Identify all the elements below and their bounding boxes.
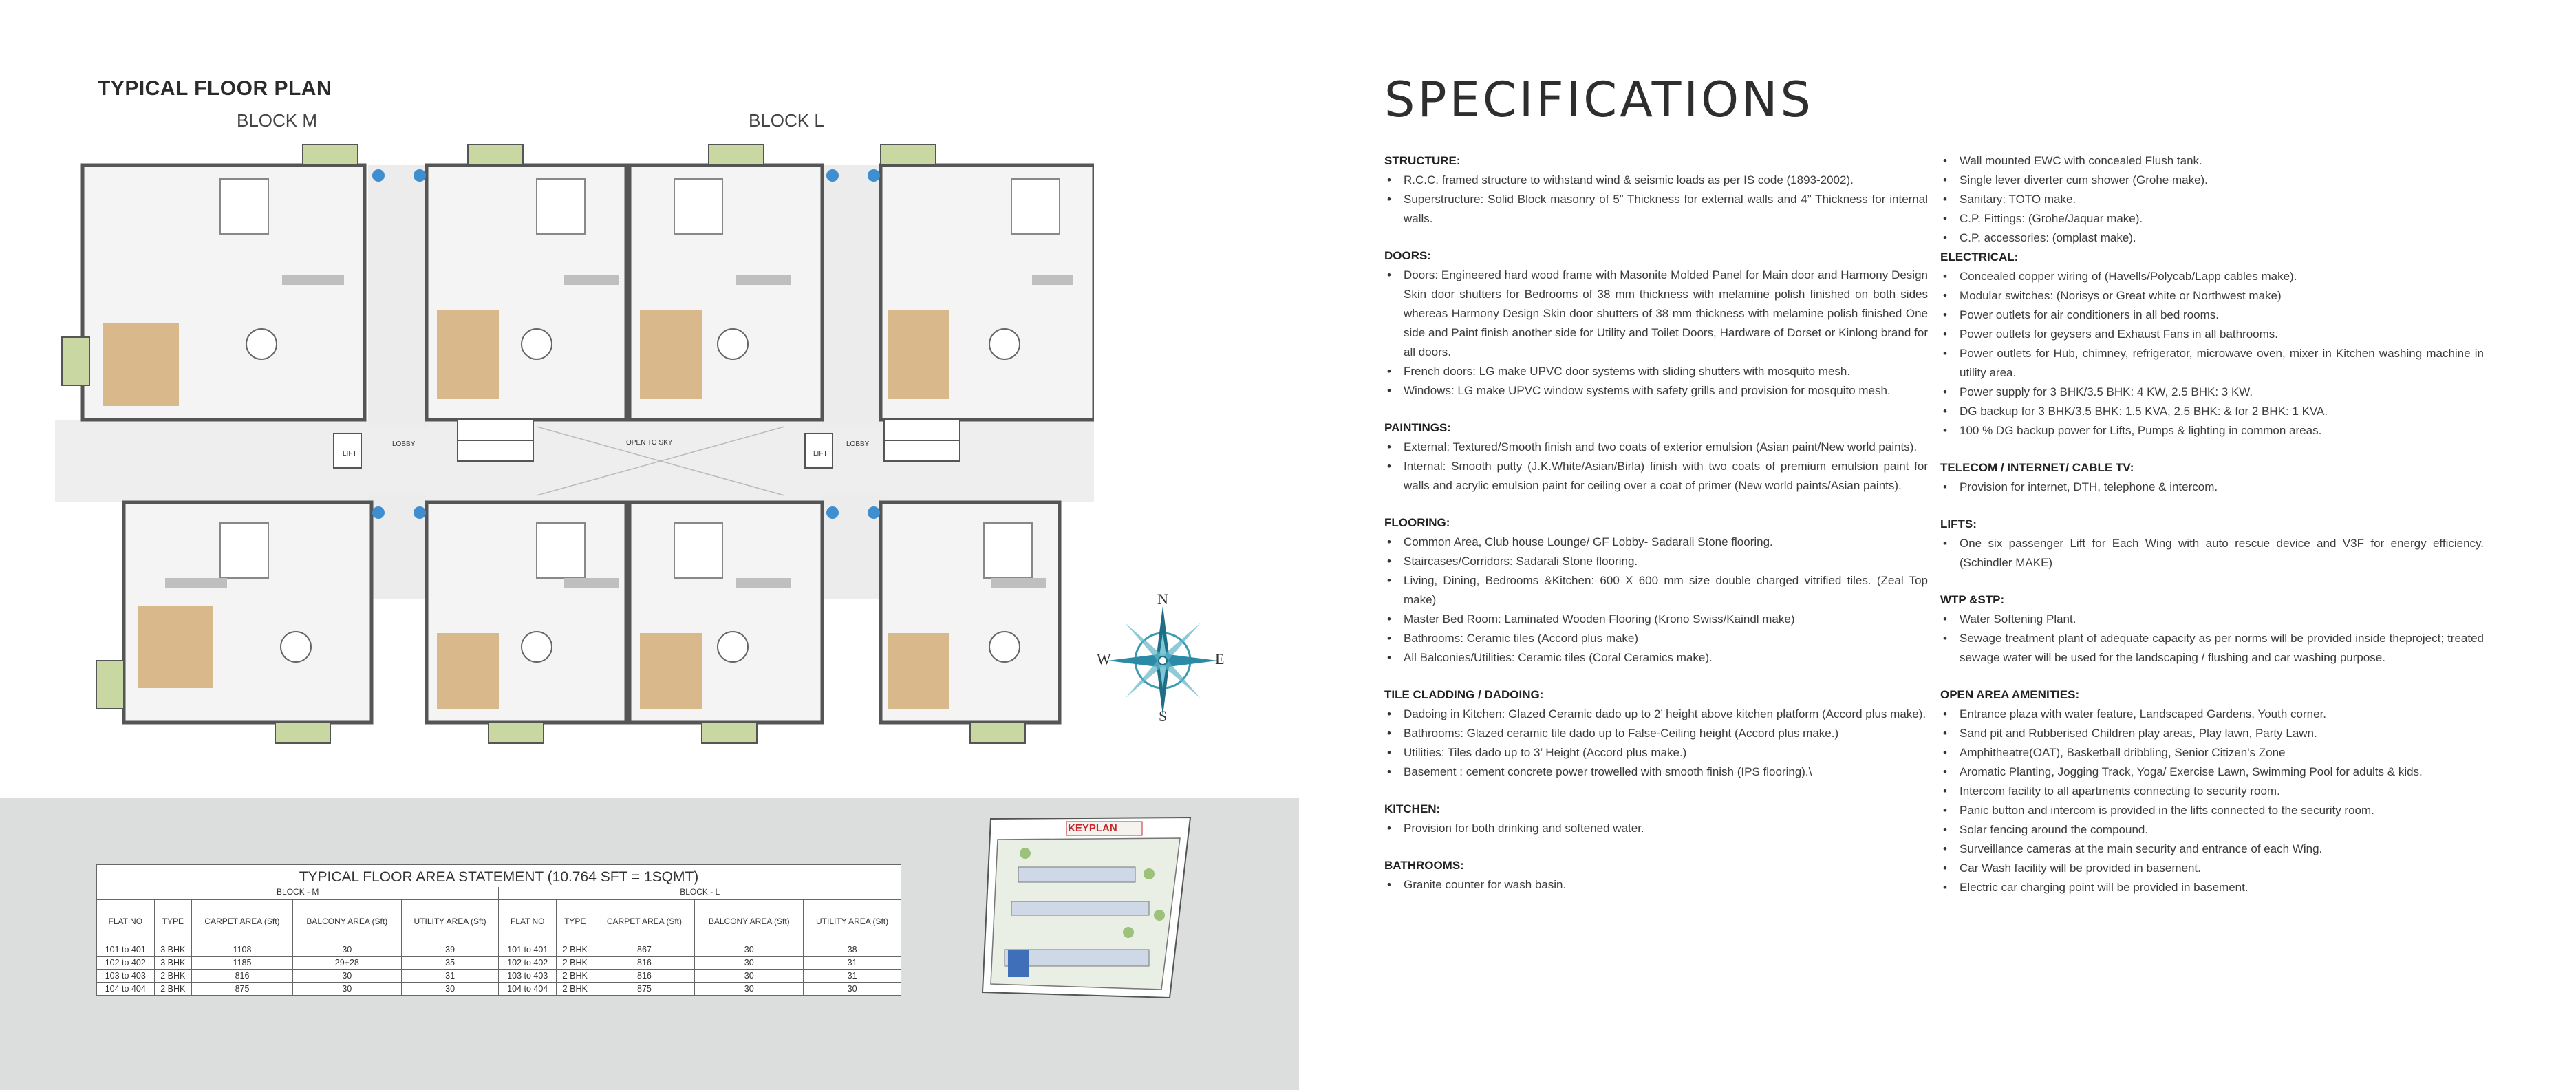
area-statement-table [96, 864, 901, 996]
column-header: FLAT NO [499, 900, 557, 943]
spec-item: • All Balconies/Utilities: Ceramic tiles (Coral Ceramics make). [1384, 648, 1928, 667]
spec-item: • Aromatic Planting, Jogging Track, Yoga/ Exercise Lawn, Swimming Pool for adults & kids. [1940, 762, 2484, 782]
lift-label-l: LIFT [813, 450, 828, 458]
spec-item: • Internal: Smooth putty (J.K.White/Asian/Birla) finish with two coats of premium emulsion paint for walls and acrylic emulsion paint for ceiling over a coat of primer (New world paints/Asian paints). [1384, 457, 1928, 495]
table-cell: 875 [594, 983, 695, 996]
spec-item: • Single lever diverter cum shower (Grohe make). [1940, 171, 2484, 190]
table-cell: 1185 [192, 957, 293, 970]
block-m-header: BLOCK - M [97, 887, 499, 900]
spec-item: • C.P. Fittings: (Grohe/Jaquar make). [1940, 209, 2484, 228]
keyplan-title: KEYPLAN [1068, 822, 1117, 834]
spec-heading: BATHROOMS: [1384, 859, 1464, 872]
table-cell: 101 to 401 [97, 943, 155, 957]
spec-item: • Superstructure: Solid Block masonry of 5” Thickness for external walls and 4” Thickness for internal walls. [1384, 190, 1928, 228]
spec-item: • C.P. accessories: (omplast make). [1940, 228, 2484, 248]
spec-item: • Entrance plaza with water feature, Landscaped Gardens, Youth corner. [1940, 705, 2484, 724]
column-header: CARPET AREA (Sft) [192, 900, 293, 943]
spec-item: • Bathrooms: Ceramic tiles (Accord plus make) [1384, 629, 1928, 648]
table-row [97, 983, 901, 996]
spec-heading: KITCHEN: [1384, 802, 1441, 815]
spec-section [1384, 418, 1928, 495]
spec-item: • Intercom facility to all apartments connecting to security room. [1940, 782, 2484, 801]
table-cell: 30 [695, 943, 804, 957]
spec-heading: STRUCTURE: [1384, 154, 1461, 167]
table-cell: 30 [695, 970, 804, 983]
spec-item: • Common Area, Club house Lounge/ GF Lobby- Sadarali Stone flooring. [1384, 533, 1928, 552]
spec-heading: TILE CLADDING / DADOING: [1384, 688, 1544, 701]
spec-heading: LIFTS: [1940, 517, 1977, 531]
table-cell: 31 [401, 970, 499, 983]
specifications-column-left [1384, 151, 1928, 912]
spec-heading: FLOORING: [1384, 516, 1450, 529]
spec-list [1940, 534, 2484, 573]
spec-item: • Power supply for 3 BHK/3.5 BHK: 4 KW, 2.5 BHK: 3 KW. [1940, 383, 2484, 402]
spec-item: • Car Wash facility will be provided in basement. [1940, 859, 2484, 878]
specifications-title: SPECIFICATIONS [1384, 72, 1814, 128]
compass-n: N [1157, 590, 1168, 608]
table-cell: 102 to 402 [97, 957, 155, 970]
table-cell: 30 [292, 983, 401, 996]
table-cell: 816 [594, 970, 695, 983]
table-cell: 30 [292, 970, 401, 983]
spec-item: • Master Bed Room: Laminated Wooden Flooring (Krono Swiss/Kaindl make) [1384, 610, 1928, 629]
block-l-label: BLOCK L [749, 110, 824, 131]
table-cell: 3 BHK [154, 957, 192, 970]
table-cell: 39 [401, 943, 499, 957]
spec-item: • Wall mounted EWC with concealed Flush tank. [1940, 151, 2484, 171]
spec-item: • Utilities: Tiles dado up to 3’ Height (Accord plus make.) [1384, 743, 1928, 762]
spec-list [1384, 266, 1928, 400]
table-cell: 816 [192, 970, 293, 983]
spec-section [1940, 685, 2484, 897]
spec-section [1384, 856, 1928, 895]
area-statement-caption: TYPICAL FLOOR AREA STATEMENT (10.764 SFT = 1SQMT) [97, 865, 901, 888]
compass-e: E [1215, 650, 1225, 667]
floor-plan-title: TYPICAL FLOOR PLAN [98, 77, 332, 100]
column-header: FLAT NO [97, 900, 155, 943]
table-cell: 30 [695, 957, 804, 970]
spec-item: • Bathrooms: Glazed ceramic tile dado up to False-Ceiling height (Accord plus make.) [1384, 724, 1928, 743]
spec-list [1384, 438, 1928, 495]
spec-section [1384, 685, 1928, 782]
table-cell: 2 BHK [154, 983, 192, 996]
spec-heading: DOORS: [1384, 249, 1431, 262]
spec-section [1940, 590, 2484, 667]
table-row [97, 970, 901, 983]
spec-item: • Sand pit and Rubberised Children play areas, Play lawn, Party Lawn. [1940, 724, 2484, 743]
column-header: CARPET AREA (Sft) [594, 900, 695, 943]
spec-item: • Solar fencing around the compound. [1940, 820, 2484, 840]
spec-item: • R.C.C. framed structure to withstand wind & seismic loads as per IS code (1893-2002). [1384, 171, 1928, 190]
spec-heading: PAINTINGS: [1384, 421, 1451, 434]
spec-list [1940, 478, 2484, 497]
table-cell: 2 BHK [154, 970, 192, 983]
compass-w: W [1097, 650, 1111, 667]
table-cell: 103 to 403 [97, 970, 155, 983]
spec-list [1384, 819, 1928, 838]
spec-section [1940, 248, 2484, 440]
spec-item: • Panic button and intercom is provided in the lifts connected to the security room. [1940, 801, 2484, 820]
spec-item: • Granite counter for wash basin. [1384, 875, 1928, 895]
spec-item: • Modular switches: (Norisys or Great white or Northwest make) [1940, 286, 2484, 306]
spec-item: • Staircases/Corridors: Sadarali Stone flooring. [1384, 552, 1928, 571]
floor-plan-drawing [55, 138, 1094, 757]
table-cell: 1108 [192, 943, 293, 957]
spec-heading: WTP &STP: [1940, 593, 2005, 606]
spec-item: • Living, Dining, Bedrooms &Kitchen: 600 X 600 mm size double charged vitrified tiles. (Zeal Top make) [1384, 571, 1928, 610]
table-cell: 3 BHK [154, 943, 192, 957]
column-header: TYPE [154, 900, 192, 943]
spec-item: • Sanitary: TOTO make. [1940, 190, 2484, 209]
spec-item: • Electric car charging point will be provided in basement. [1940, 878, 2484, 897]
table-cell: 31 [804, 957, 901, 970]
table-cell: 101 to 401 [499, 943, 557, 957]
spec-list [1384, 533, 1928, 667]
spec-heading: OPEN AREA AMENITIES: [1940, 688, 2080, 701]
spec-item: • Water Softening Plant. [1940, 610, 2484, 629]
table-cell: 38 [804, 943, 901, 957]
table-cell: 2 BHK [557, 970, 594, 983]
spec-section [1940, 515, 2484, 573]
spec-item: • Basement : cement concrete power trowelled with smooth finish (IPS flooring).\ [1384, 762, 1928, 782]
spec-item: • Amphitheatre(OAT), Basketball dribbling, Senior Citizen's Zone [1940, 743, 2484, 762]
spec-item: • Concealed copper wiring of (Havells/Polycab/Lapp cables make). [1940, 267, 2484, 286]
table-cell: 867 [594, 943, 695, 957]
compass-s: S [1159, 707, 1168, 725]
spec-item: • Provision for internet, DTH, telephone & intercom. [1940, 478, 2484, 497]
spec-item: • One six passenger Lift for Each Wing with auto rescue device and V3F for energy efficiency. (Schindler MAKE) [1940, 534, 2484, 573]
spec-item: • DG backup for 3 BHK/3.5 BHK: 1.5 KVA, 2.5 BHK: & for 2 BHK: 1 KVA. [1940, 402, 2484, 421]
column-header: UTILITY AREA (Sft) [804, 900, 901, 943]
spec-list [1940, 705, 2484, 897]
table-cell: 31 [804, 970, 901, 983]
spec-item: • Sewage treatment plant of adequate capacity as per norms will be provided inside theproject; treated sewage water will be used for the landscaping / flushing and car washing purpose. [1940, 629, 2484, 667]
spec-section [1384, 800, 1928, 838]
spec-item: • Doors: Engineered hard wood frame with Masonite Molded Panel for Main door and Harmony Design Skin door shutters for Bedrooms of 38 mm thickness with melamine polish finished on both sides whereas Harmony Design Skin door shutters of 38 mm thickness with melamine polish finished One side and Paint finish another side for Utility and Toilet Doors, Hardware of Dorset or Kinlong brand for all doors. [1384, 266, 1928, 362]
spec-list [1940, 267, 2484, 440]
table-cell: 102 to 402 [499, 957, 557, 970]
lobby-label-m: LOBBY [392, 440, 416, 448]
spec-item: • Power outlets for geysers and Exhaust Fans in all bathrooms. [1940, 325, 2484, 344]
spec-list [1384, 875, 1928, 895]
table-cell: 29+28 [292, 957, 401, 970]
spec-list [1384, 705, 1928, 782]
spec-section [1384, 513, 1928, 667]
spec-item: • Provision for both drinking and softened water. [1384, 819, 1928, 838]
table-cell: 2 BHK [557, 943, 594, 957]
spec-section [1384, 246, 1928, 400]
spec-section [1940, 458, 2484, 497]
spec-item: • French doors: LG make UPVC door systems with sliding shutters with mosquito mesh. [1384, 362, 1928, 381]
table-cell: 35 [401, 957, 499, 970]
table-cell: 816 [594, 957, 695, 970]
spec-heading: ELECTRICAL: [1940, 250, 2019, 264]
table-cell: 30 [804, 983, 901, 996]
table-cell: 104 to 404 [97, 983, 155, 996]
block-l-header: BLOCK - L [499, 887, 901, 900]
table-cell: 104 to 404 [499, 983, 557, 996]
spec-section [1384, 151, 1928, 228]
table-cell: 30 [695, 983, 804, 996]
table-cell: 2 BHK [557, 983, 594, 996]
spec-heading: TELECOM / INTERNET/ CABLE TV: [1940, 461, 2134, 474]
column-header: BALCONY AREA (Sft) [695, 900, 804, 943]
spec-list [1940, 151, 2484, 248]
spec-list [1384, 171, 1928, 228]
lobby-label-l: LOBBY [846, 440, 870, 448]
table-row [97, 943, 901, 957]
table-header-row [97, 900, 901, 943]
column-header: UTILITY AREA (Sft) [401, 900, 499, 943]
spec-item: • External: Textured/Smooth finish and two coats of exterior emulsion (Asian paint/New world paints). [1384, 438, 1928, 457]
spec-item: • Surveillance cameras at the main security and entrance of each Wing. [1940, 840, 2484, 859]
table-cell: 2 BHK [557, 957, 594, 970]
spec-item: • Windows: LG make UPVC window systems with safety grills and provision for mosquito mesh. [1384, 381, 1928, 400]
column-header: TYPE [557, 900, 594, 943]
spec-item: • Power outlets for air conditioners in all bed rooms. [1940, 306, 2484, 325]
table-cell: 30 [292, 943, 401, 957]
specifications-column-right [1940, 151, 2484, 915]
spec-item: • 100 % DG backup power for Lifts, Pumps & lighting in common areas. [1940, 421, 2484, 440]
keyplan-diagram [977, 812, 1197, 1005]
table-cell: 30 [401, 983, 499, 996]
spec-list [1940, 610, 2484, 667]
open-to-sky-label: OPEN TO SKY [626, 439, 673, 447]
block-m-label: BLOCK M [237, 110, 318, 131]
column-header: BALCONY AREA (Sft) [292, 900, 401, 943]
table-row [97, 957, 901, 970]
table-cell: 103 to 403 [499, 970, 557, 983]
spec-section-continued [1940, 151, 2484, 248]
spec-item: • Dadoing in Kitchen: Glazed Ceramic dado up to 2’ height above kitchen platform (Accord plus make). [1384, 705, 1928, 724]
spec-item: • Power outlets for Hub, chimney, refrigerator, microwave oven, mixer in Kitchen washing machine in utility area. [1940, 344, 2484, 383]
lift-label-m: LIFT [343, 450, 357, 458]
table-cell: 875 [192, 983, 293, 996]
